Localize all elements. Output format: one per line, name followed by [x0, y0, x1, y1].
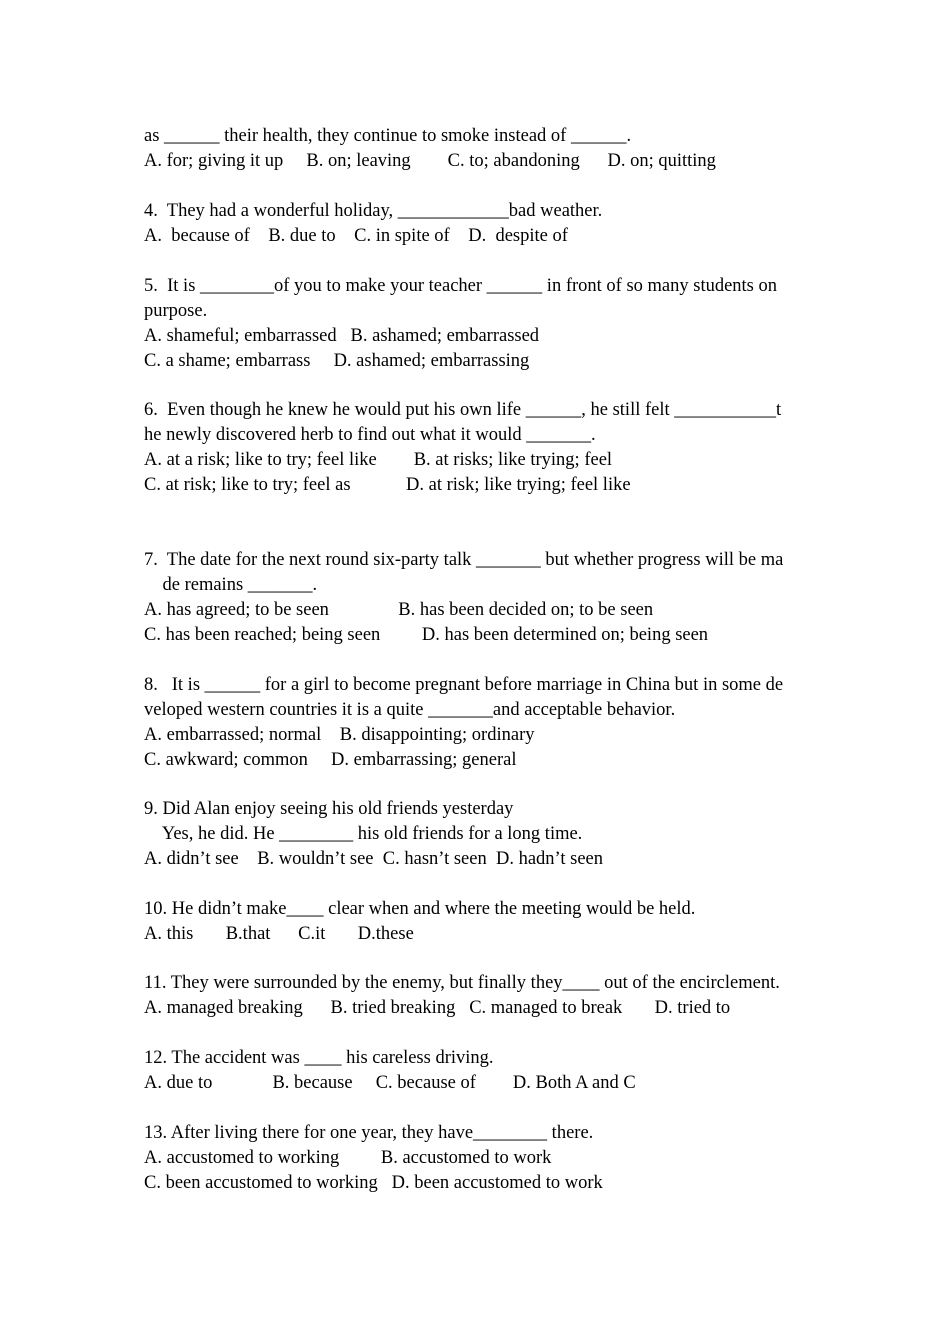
- q3-options: A. for; giving it up B. on; leaving C. to; abandoning D. on; quitting: [144, 151, 716, 171]
- q9-options: A. didn’t see B. wouldn’t see C. hasn’t seen D. hadn’t seen: [144, 849, 604, 869]
- q8-stem: 8. It is ______ for a girl to become pregnant before marriage in China but in some de: [144, 675, 784, 695]
- q12-stem: 12. The accident was ____ his careless driving.: [144, 1048, 494, 1068]
- q7-stem-continuation: de remains _______.: [144, 575, 318, 595]
- q3-stem-continuation: as ______ their health, they continue to smoke instead of ______.: [144, 126, 632, 146]
- q4-options: A. because of B. due to C. in spite of D. despite of: [144, 226, 568, 246]
- q13-options-cd: C. been accustomed to working D. been accustomed to work: [144, 1173, 603, 1193]
- q6-stem: 6. Even though he knew he would put his own life ______, he still felt ___________t: [144, 400, 782, 420]
- q5-options-cd: C. a shame; embarrass D. ashamed; embarrassing: [144, 351, 530, 371]
- q11-options: A. managed breaking B. tried breaking C. managed to break D. tried to: [144, 998, 731, 1018]
- q13-options-ab: A. accustomed to working B. accustomed to work: [144, 1148, 552, 1168]
- q6-stem-continuation: he newly discovered herb to find out what it would _______.: [144, 425, 596, 445]
- q8-stem-continuation: veloped western countries it is a quite _______and acceptable behavior.: [144, 700, 676, 720]
- q6-options-cd: C. at risk; like to try; feel as D. at risk; like trying; feel like: [144, 475, 631, 495]
- q6-options-ab: A. at a risk; like to try; feel like B. at risks; like trying; feel: [144, 450, 613, 470]
- q12-options: A. due to B. because C. because of D. Both A and C: [144, 1073, 636, 1093]
- q10-options: A. this B.that C.it D.these: [144, 924, 414, 944]
- q13-stem: 13. After living there for one year, they have________ there.: [144, 1123, 594, 1143]
- q7-stem: 7. The date for the next round six-party talk _______ but whether progress will be ma: [144, 550, 784, 570]
- q7-options-cd: C. has been reached; being seen D. has been determined on; being seen: [144, 625, 709, 645]
- q9-stem: 9. Did Alan enjoy seeing his old friends yesterday: [144, 799, 514, 819]
- q4-stem: 4. They had a wonderful holiday, ____________bad weather.: [144, 201, 603, 221]
- q8-options-cd: C. awkward; common D. embarrassing; general: [144, 750, 517, 770]
- q7-options-ab: A. has agreed; to be seen B. has been decided on; to be seen: [144, 600, 654, 620]
- q5-options-ab: A. shameful; embarrassed B. ashamed; embarrassed: [144, 326, 540, 346]
- q8-options-ab: A. embarrassed; normal B. disappointing; ordinary: [144, 725, 535, 745]
- q5-stem-continuation: purpose.: [144, 301, 208, 321]
- q11-stem: 11. They were surrounded by the enemy, but finally they____ out of the encirclement.: [144, 973, 780, 993]
- q9-stem-continuation: Yes, he did. He ________ his old friends for a long time.: [144, 824, 583, 844]
- q10-stem: 10. He didn’t make____ clear when and where the meeting would be held.: [144, 899, 696, 919]
- q5-stem: 5. It is ________of you to make your teacher ______ in front of so many students on: [144, 276, 778, 296]
